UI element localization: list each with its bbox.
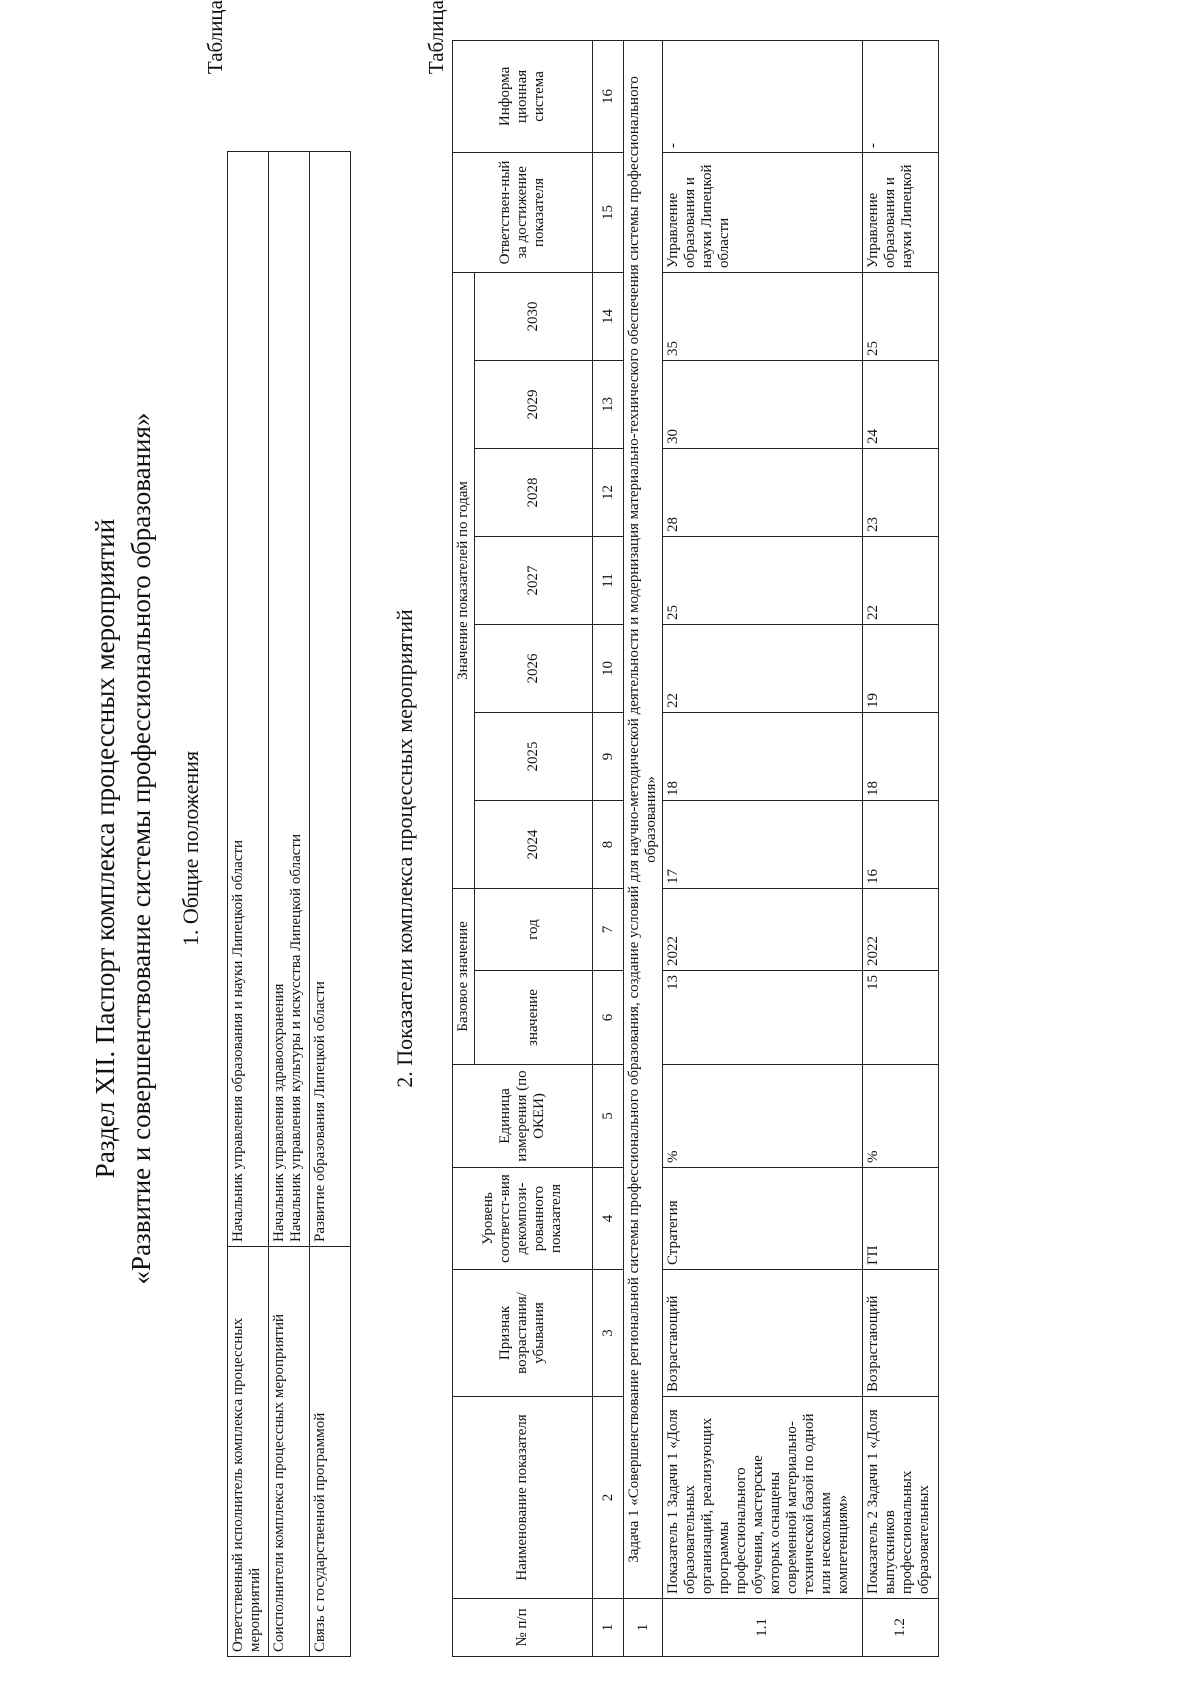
base-value: 15 [863,971,939,1065]
task-row [624,40,663,1656]
column-number: 16 [593,40,624,152]
general-provisions-table [227,151,351,1657]
row-label: Соисполнители комплекса процессных мероприятий [269,1247,310,1657]
header-name: Наименование показателя [453,1397,593,1599]
column-number: 12 [593,448,624,536]
column-number: 5 [593,1065,624,1168]
section-subheading: «Развитие и совершенствование системы профессионального образования» [126,412,156,1285]
row-num: 1.2 [863,1599,939,1657]
info-system: - [863,40,939,152]
year-value: 22 [863,536,939,624]
year-value: 24 [863,360,939,448]
year-value: 23 [863,448,939,536]
base-value: 13 [663,971,863,1065]
table-row [863,40,939,1656]
column-number: 3 [593,1270,624,1397]
header-year: 2030 [475,272,593,360]
header-row [453,40,475,1656]
base-year: 2022 [663,888,863,970]
year-value: 35 [663,272,863,360]
indicators-table [452,40,939,1657]
responsible: Управление образования и науки Липецкой области [663,152,863,272]
year-value: 18 [863,712,939,800]
indicator-unit: % [863,1065,939,1168]
row-num: 1.1 [663,1599,863,1657]
header-year: 2028 [475,448,593,536]
table-row [228,152,269,1657]
column-number: 6 [593,971,624,1065]
info-system: - [663,40,863,152]
row-value-line: Начальник управления здравоохранения [271,983,287,1242]
indicator-level: ГП [863,1168,939,1270]
year-value: 19 [863,624,939,712]
year-value: 30 [663,360,863,448]
indicator-level: Стратегия [663,1168,863,1270]
row-label: Связь с государственной программой [310,1247,351,1657]
indicator-name: Показатель 1 Задачи 1 «Доля образовательных организаций, реализующих программы профессионального обучения, мастерские которых оснащены современной материально-технической базой по одной или нескольким компетенциям» [663,1397,863,1599]
table-row [663,40,863,1656]
table-row [269,152,310,1657]
column-numbers-row [593,40,624,1656]
year-value: 16 [863,800,939,888]
year-value: 25 [663,536,863,624]
column-number: 13 [593,360,624,448]
table-row [310,152,351,1657]
header-year: 2024 [475,800,593,888]
year-value: 25 [863,272,939,360]
header-years-group: Значение показателей по годам [453,272,475,888]
column-number: 9 [593,712,624,800]
indicator-sign: Возрастающий [863,1270,939,1397]
row-label: Ответственный исполнитель комплекса процессных мероприятий [228,1247,269,1657]
header-base-value: значение [475,971,593,1065]
header-year: 2029 [475,360,593,448]
column-number: 15 [593,152,624,272]
row-value [269,152,310,1247]
header-year: 2027 [475,536,593,624]
section-heading: Раздел XII. Паспорт комплекса процессных мероприятий [90,518,120,1179]
year-value: 22 [663,624,863,712]
task-num: 1 [624,1599,663,1657]
column-number: 7 [593,888,624,970]
base-year: 2022 [863,888,939,970]
header-base: Базовое значение [453,888,475,1064]
column-number: 10 [593,624,624,712]
year-value: 17 [663,800,863,888]
row-value: Развитие образования Липецкой области [310,152,351,1247]
responsible: Управление образования и науки Липецкой [863,152,939,272]
table-label: Таблица [203,0,227,75]
header-info-system: Информа ционная система [453,40,593,152]
column-number: 8 [593,800,624,888]
indicators-title: 2. Показатели комплекса процессных мероприятий [392,609,417,1088]
row-value-line: Начальник управления культуры и искусства Липецкой области [288,834,304,1242]
indicator-unit: % [663,1065,863,1168]
year-value: 28 [663,448,863,536]
column-number: 4 [593,1168,624,1270]
year-value: 18 [663,712,863,800]
header-responsible: Ответствен-ный за достижение показателя [453,152,593,272]
table-label: Таблица [424,0,448,75]
header-base-year: год [475,888,593,970]
header-sign: Признак возрастания/ убывания [453,1270,593,1397]
row-value: Начальник управления образования и науки Липецкой области [228,152,269,1247]
header-year: 2025 [475,712,593,800]
general-provisions-title: 1. Общие положения [178,750,203,947]
column-number: 1 [593,1599,624,1657]
header-unit: Единица измерения (по ОКЕИ) [453,1065,593,1168]
column-number: 2 [593,1397,624,1599]
task-text: Задача 1 «Совершенствование региональной системы профессионального образования, создание условий для научно-методической деятельности и модернизация материально-технического обеспечения системы профессионального образования» [624,40,663,1598]
indicator-name: Показатель 2 Задачи 1 «Доля выпускников профессиональных образовательных [863,1397,939,1599]
header-level: Уровень соответст-вия декомпози-рованного показателя [453,1168,593,1270]
column-number: 14 [593,272,624,360]
column-number: 11 [593,536,624,624]
header-num: № п/п [453,1599,593,1657]
indicator-sign: Возрастающий [663,1270,863,1397]
header-year: 2026 [475,624,593,712]
